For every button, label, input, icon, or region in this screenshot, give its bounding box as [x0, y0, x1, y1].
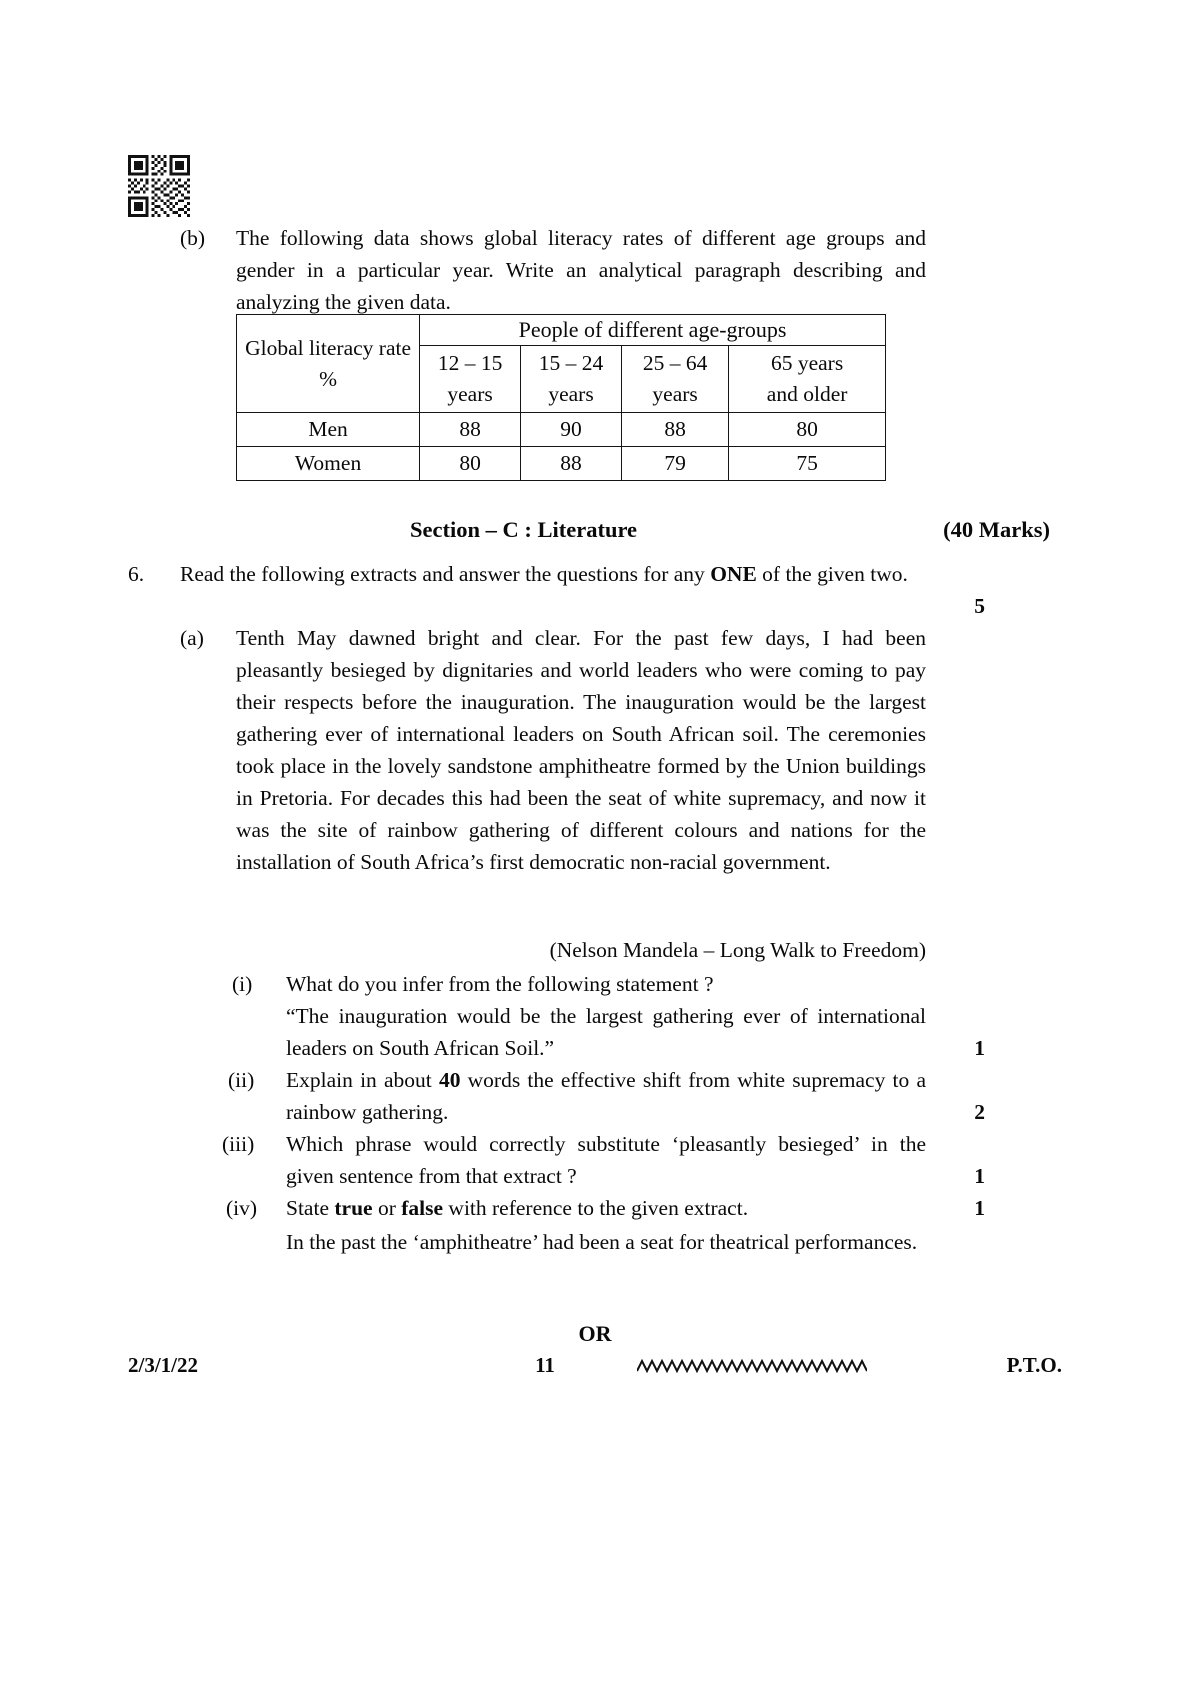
q-iv-bold-true: true — [334, 1196, 373, 1220]
page-number: 11 — [535, 1353, 555, 1377]
zigzag-rule-icon — [637, 1357, 867, 1377]
sub-question-iv-statement: In the past the ‘amphitheatre’ had been a seat for theatrical performances. — [286, 1230, 918, 1254]
col-header-line-1: 12 – 15 — [437, 351, 503, 375]
extract-a-text: Tenth May dawned bright and clear. For the past few days, I had been pleasantly besieged by dignitaries and world leaders who were coming to pay their respects before the inauguration. The inauguration would be the largest gathering ever of international leaders on South African soil. The ceremonies took place in the lovely sandstone amphitheatre formed by the Union buildings in Pretoria. For decades this had been the seat of white supremacy, and now it was the site of rainbow gathering of different colours and nations for the installation of South Africa’s first democratic non-racial government. — [236, 626, 926, 874]
table-col-header-0 — [420, 346, 521, 413]
sub-question-i-marks: 1 — [974, 1036, 985, 1060]
q-ii-part2: words the effective shift from white supremacy to a rainbow gathering. — [286, 1068, 926, 1124]
q-iv-bold-false: false — [401, 1196, 444, 1220]
col-header-line-1: 65 years — [770, 351, 844, 375]
cell-women-12-15: 80 — [420, 447, 521, 481]
paper-code: 2/3/1/22 — [128, 1353, 199, 1377]
col-header-line-1: 15 – 24 — [538, 351, 604, 375]
sub-question-ii-text — [286, 1064, 926, 1128]
section-title: Section – C : Literature — [410, 517, 638, 542]
or-separator: OR — [578, 1321, 612, 1346]
cell-women-25-64: 79 — [622, 447, 729, 481]
question-6-marks: 5 — [974, 594, 985, 618]
q6-bold-one: ONE — [710, 562, 757, 586]
table-col-header-1 — [521, 346, 622, 413]
qr-code-icon — [128, 155, 190, 217]
sub-question-ii-marks: 2 — [974, 1100, 985, 1124]
question-6-text — [180, 558, 926, 590]
question-5b-marker: (b) — [180, 226, 206, 250]
col-header-line-2: years — [652, 382, 698, 406]
col-header-line-2: and older — [766, 382, 848, 406]
question-5b-text: The following data shows global literacy rates of different age groups and gender in a particular year. Write an analytical paragraph describing and analyzing the given data. — [236, 226, 926, 314]
col-header-line-2: years — [447, 382, 493, 406]
table-col-header-2 — [622, 346, 729, 413]
table-header-row-1 — [237, 315, 886, 346]
sub-question-i-line1: What do you infer from the following statement ? — [286, 972, 714, 996]
section-marks: (40 Marks) — [943, 517, 1050, 542]
table-row — [237, 447, 886, 481]
sub-question-iv-marks: 1 — [974, 1196, 985, 1220]
q-ii-part1: Explain in about — [286, 1068, 439, 1092]
table-row — [237, 413, 886, 447]
table-col-header-3 — [729, 346, 886, 413]
page-footer — [0, 1321, 1190, 1381]
cell-men-65-older: 80 — [729, 413, 886, 447]
sub-question-iii-marks: 1 — [974, 1164, 985, 1188]
sub-question-iii-marker: (iii) — [222, 1132, 255, 1156]
extract-a-attribution: (Nelson Mandela – Long Walk to Freedom) — [549, 938, 926, 962]
table-group-header: People of different age-groups — [420, 315, 886, 346]
literacy-rate-table — [236, 314, 886, 481]
pto-label: P.T.O. — [1006, 1353, 1062, 1377]
question-6-marker: 6. — [128, 562, 145, 586]
q6-text-part2: of the given two. — [756, 562, 908, 586]
row-label-women: Women — [237, 447, 420, 481]
q6-text-part1: Read the following extracts and answer the questions for any — [180, 562, 711, 586]
q-iv-part2: or — [372, 1196, 402, 1220]
cell-men-25-64: 88 — [622, 413, 729, 447]
cell-men-15-24: 90 — [521, 413, 622, 447]
q-ii-bold-40: 40 — [438, 1068, 461, 1092]
col-header-line-1: 25 – 64 — [642, 351, 708, 375]
q-iv-part3: with reference to the given extract. — [443, 1196, 749, 1220]
row-label-men: Men — [237, 413, 420, 447]
q-iv-part1: State — [286, 1196, 335, 1220]
col-header-line-2: years — [548, 382, 594, 406]
table-corner-label: Global literacy rate % — [237, 315, 420, 413]
cell-women-65-older: 75 — [729, 447, 886, 481]
cell-women-15-24: 88 — [521, 447, 622, 481]
sub-question-ii-marker: (ii) — [228, 1068, 255, 1092]
sub-question-iv-marker: (iv) — [226, 1196, 258, 1220]
cell-men-12-15: 88 — [420, 413, 521, 447]
sub-question-iii-text: Which phrase would correctly substitute ‘pleasantly besieged’ in the given sentence from that extract ? — [286, 1132, 926, 1188]
sub-question-i-marker: (i) — [232, 972, 253, 996]
sub-question-iv-text — [286, 1192, 926, 1224]
extract-a-marker: (a) — [180, 626, 204, 650]
sub-question-i-quote: “The inauguration would be the largest gathering ever of international leaders on South African Soil.” — [286, 1004, 926, 1060]
